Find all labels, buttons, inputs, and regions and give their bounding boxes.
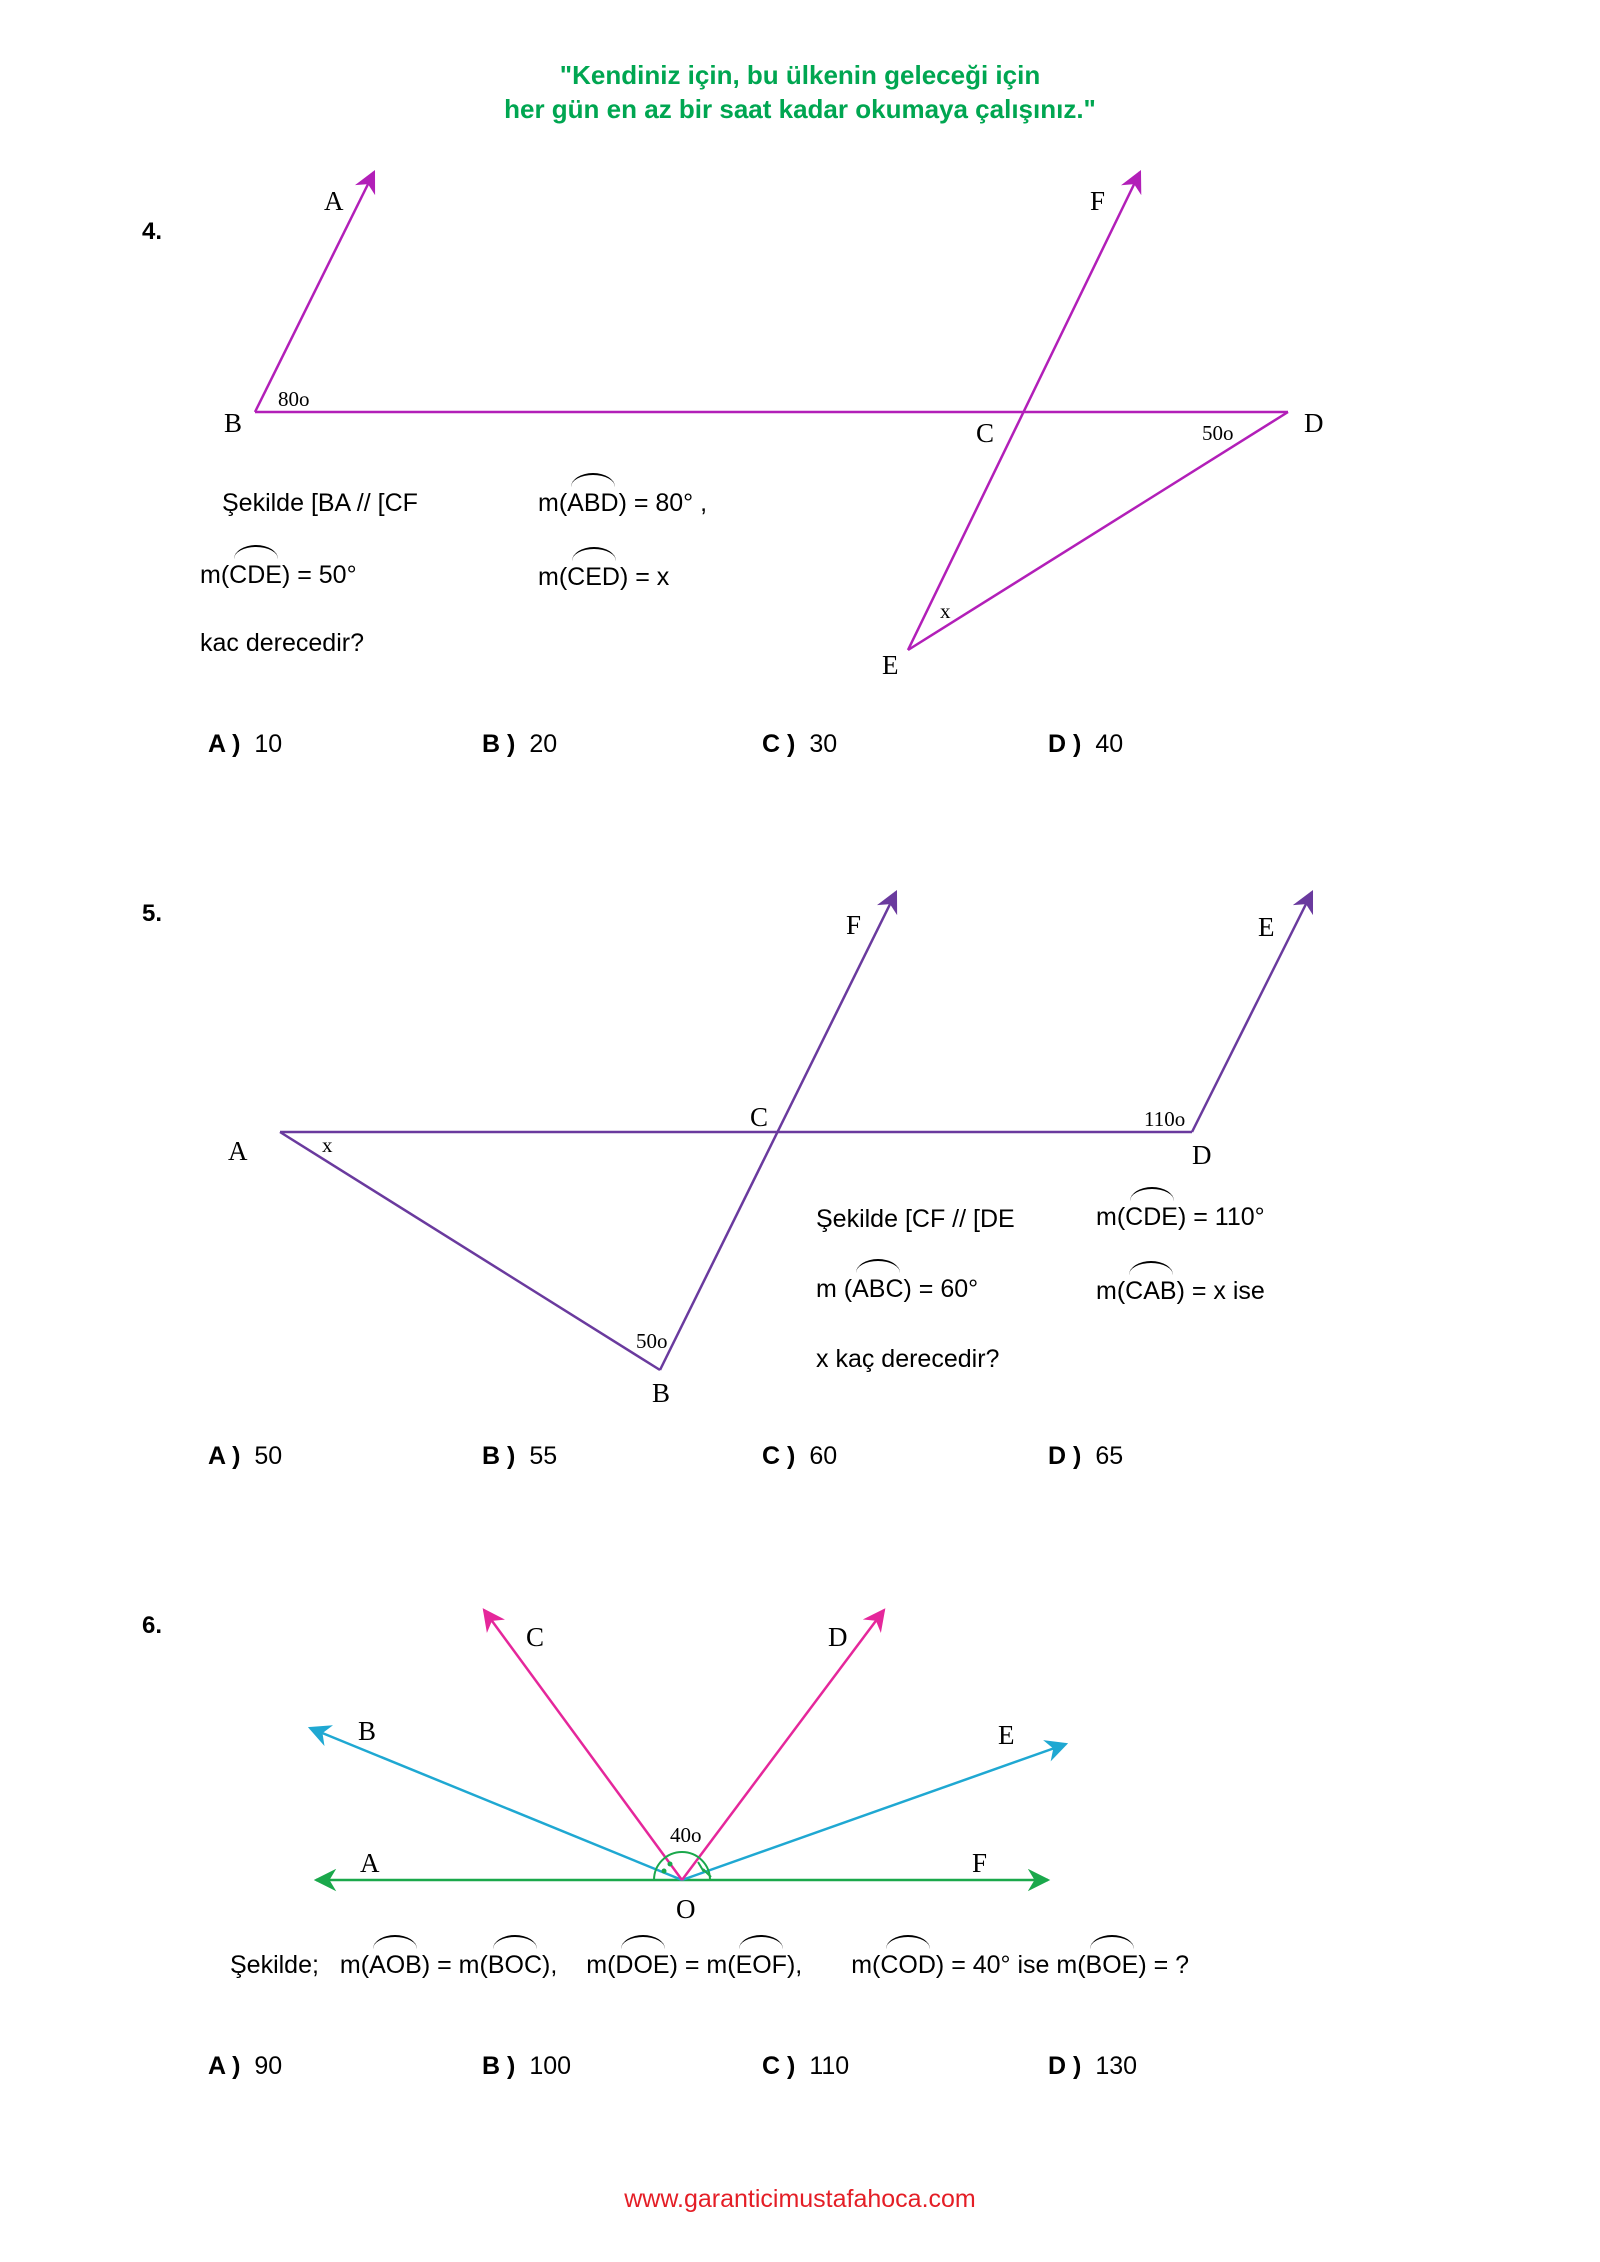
q5-segment-AB: [280, 1132, 660, 1370]
q6-angle-cod: 40o: [670, 1823, 702, 1847]
quote-line-2: her gün en az bir saat kadar okumaya çalışınız.": [504, 94, 1096, 124]
q5-point-B: B: [652, 1378, 671, 1408]
q4-statement-line2a: m(CDE) = 50°: [200, 561, 357, 589]
q4-option-d[interactable]: D ) 40: [1048, 730, 1124, 758]
q5-statement-line1b: m(CDE) = 110°: [1096, 1203, 1265, 1231]
q4-statement-line1b: m(ABD) = 80° ,: [538, 489, 708, 517]
q4-point-C: C: [976, 418, 995, 448]
footer-url[interactable]: www.garanticimustafahoca.com: [624, 2185, 976, 2213]
q6-option-a[interactable]: A ) 90: [208, 2052, 283, 2080]
question-number-4: 4.: [142, 218, 163, 245]
q6-point-D: D: [828, 1622, 848, 1652]
q6-option-d[interactable]: D ) 130: [1048, 2052, 1138, 2080]
q4-point-A: A: [324, 186, 344, 216]
quote-line-1: "Kendiniz için, bu ülkenin geleceği için: [559, 60, 1041, 90]
q5-option-d[interactable]: D ) 65: [1048, 1442, 1124, 1470]
q5-angle-b: 50o: [636, 1329, 668, 1353]
q6-point-O: O: [676, 1894, 696, 1924]
q6-statement: Şekilde; m(AOB) = m(BOC), m(DOE) = m(EOF), m(COD) = 40° ise m(BOE) = ?: [230, 1951, 1190, 1979]
q5-point-C: C: [750, 1102, 769, 1132]
q5-option-b[interactable]: B ) 55: [482, 1442, 558, 1470]
q5-point-D: D: [1192, 1140, 1212, 1170]
q6-ray-OD: [682, 1610, 884, 1880]
q6-point-F: F: [972, 1848, 988, 1878]
q5-statement-line3: x kaç derecedir?: [816, 1345, 1000, 1373]
q6-point-B: B: [358, 1716, 377, 1746]
q4-angle-e: x: [940, 599, 951, 623]
q5-option-c[interactable]: C ) 60: [762, 1442, 838, 1470]
q6-point-A: A: [360, 1848, 380, 1878]
q4-angle-b: 80o: [278, 387, 310, 411]
q4-angle-d: 50o: [1202, 421, 1234, 445]
q6-ray-OE: [682, 1744, 1066, 1880]
q5-statement-line1a: Şekilde [CF // [DE: [816, 1205, 1015, 1233]
q4-point-B: B: [224, 408, 243, 438]
q6-point-C: C: [526, 1622, 545, 1652]
q4-point-D: D: [1304, 408, 1324, 438]
q4-statement-line1a: Şekilde [BA // [CF: [222, 489, 418, 517]
q6-point-E: E: [998, 1720, 1015, 1750]
q4-statement-line2b: m(CED) = x: [538, 563, 670, 591]
q4-ray-BA: [255, 172, 374, 412]
q4-point-E: E: [882, 650, 899, 680]
q6-option-c[interactable]: C ) 110: [762, 2052, 850, 2080]
q6-angle-arc: [654, 1852, 710, 1880]
question-number-5: 5.: [142, 900, 163, 927]
q6-option-b[interactable]: B ) 100: [482, 2052, 572, 2080]
q5-point-F: F: [846, 910, 862, 940]
q5-statement-line2b: m(CAB) = x ise: [1096, 1277, 1265, 1305]
q5-ray-DE: [1192, 892, 1312, 1132]
q5-statement-line2a: m (ABC) = 60°: [816, 1275, 979, 1303]
q4-statement-line3: kac derecedir?: [200, 629, 364, 657]
q5-angle-d: 110o: [1144, 1107, 1186, 1131]
question-number-6: 6.: [142, 1612, 163, 1639]
q4-option-b[interactable]: B ) 20: [482, 730, 558, 758]
q5-point-A: A: [228, 1136, 248, 1166]
q4-option-c[interactable]: C ) 30: [762, 730, 838, 758]
q4-point-F: F: [1090, 186, 1106, 216]
q5-option-a[interactable]: A ) 50: [208, 1442, 283, 1470]
q4-option-a[interactable]: A ) 10: [208, 730, 283, 758]
q5-point-E: E: [1258, 912, 1275, 942]
q5-angle-a: x: [322, 1133, 333, 1157]
